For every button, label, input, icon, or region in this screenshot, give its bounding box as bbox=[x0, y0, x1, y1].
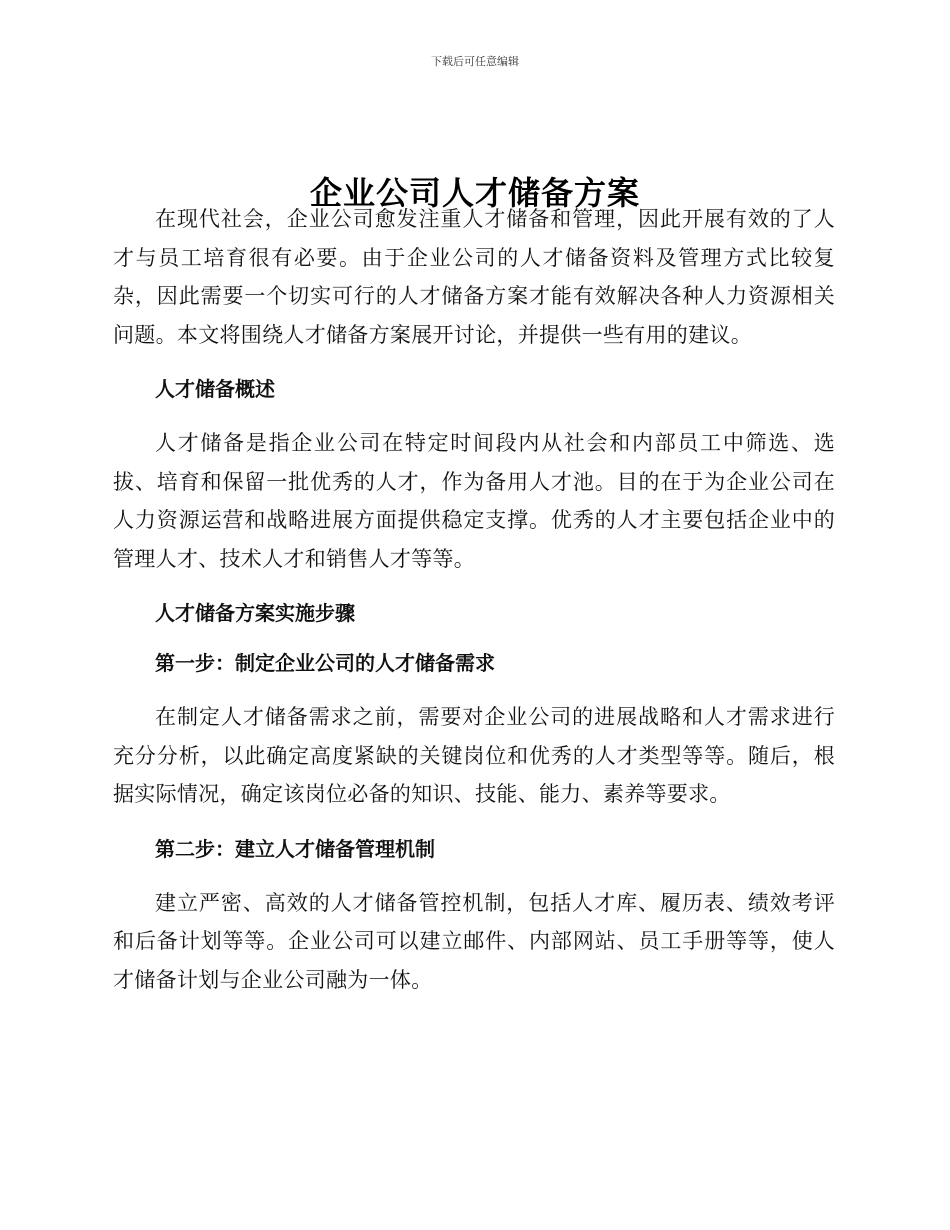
spacer bbox=[113, 404, 835, 424]
step2-heading: 第二步：建立人才储备管理机制 bbox=[155, 836, 435, 861]
document-title: 企业公司人才储备方案 bbox=[309, 174, 640, 213]
spacer bbox=[113, 578, 835, 598]
spacer bbox=[113, 678, 835, 698]
spacer bbox=[113, 354, 835, 374]
page-header-note: 下载后可任意编辑 bbox=[431, 55, 519, 68]
step1-heading: 第一步：制定企业公司的人才储备需求 bbox=[155, 651, 495, 675]
section-heading-steps: 人才储备方案实施步骤 bbox=[155, 601, 355, 625]
section-heading-overview: 人才储备概述 bbox=[155, 377, 275, 401]
document-body bbox=[113, 200, 835, 999]
spacer bbox=[113, 628, 835, 648]
step2-paragraph: 建立严密、高效的人才储备管控机制，包括人才库、履历表、绩效考评和后备计划等等。企业公司可以建立邮件、内部网站、员工手册等等，使人才储备计划与企业公司融为一体。 bbox=[113, 890, 835, 992]
overview-paragraph: 人才储备是指企业公司在特定时间段内从社会和内部员工中筛选、选拔、培育和保留一批优秀的人才，作为备用人才池。目的在于为企业公司在人力资源运营和战略进展方面提供稳定支撑。优秀的人才主要包括企业中的管理人才、技术人才和销售人才等等。 bbox=[113, 431, 835, 571]
spacer bbox=[113, 814, 835, 834]
step1-paragraph: 在制定人才储备需求之前，需要对企业公司的进展战略和人才需求进行充分分析，以此确定高度紧缺的关键岗位和优秀的人才类型等等。随后，根据实际情况，确定该岗位必备的知识、技能、能力、素养等要求。 bbox=[113, 705, 835, 806]
intro-paragraph: 在现代社会，企业公司愈发注重人才储备和管理，因此开展有效的了人才与员工培育很有必要。由于企业公司的人才储备资料及管理方式比较复杂，因此需要一个切实可行的人才储备方案才能有效解决各种人力资源相关问题。本文将围绕人才储备方案展开讨论，并提供一些有用的建议。 bbox=[113, 207, 835, 347]
spacer bbox=[113, 864, 835, 884]
